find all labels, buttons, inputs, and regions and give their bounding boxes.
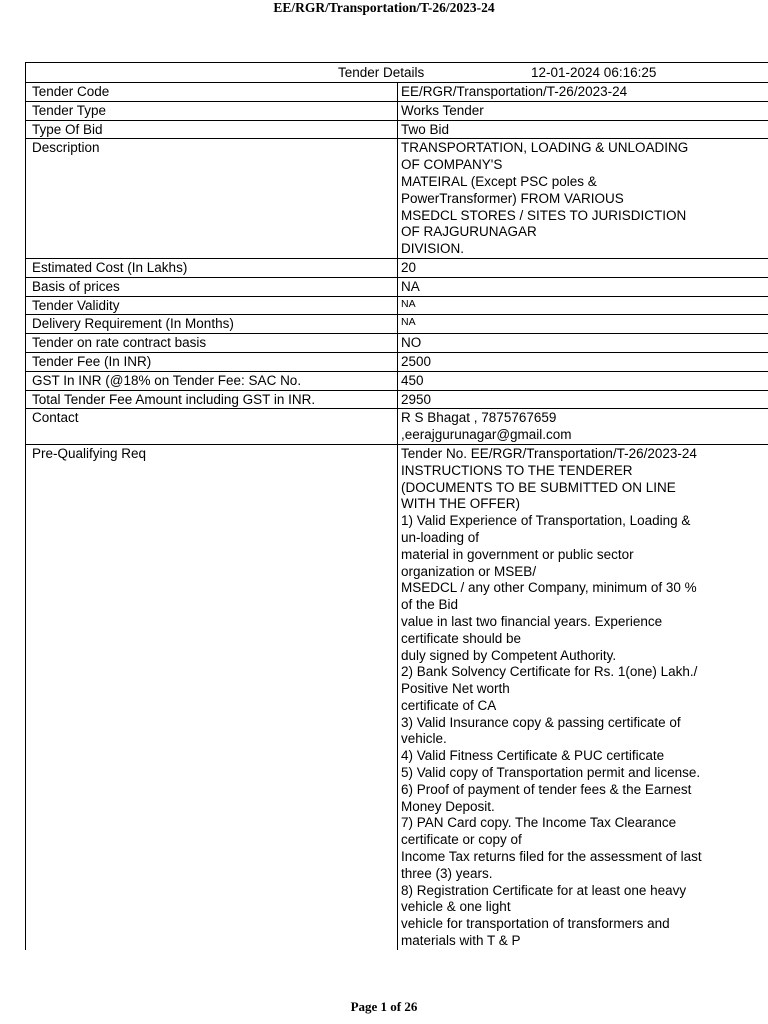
row-label: GST In INR (@18% on Tender Fee: SAC No. [26,371,398,390]
table-row-rate-contract [26,334,768,353]
row-label: Total Tender Fee Amount including GST in INR. [26,390,398,409]
table-row-tender-fee [26,352,768,371]
table-row-tender-type [26,101,768,120]
row-value: R S Bhagat , 7875767659 ,eerajgurunagar@gmail.com [398,409,768,445]
tender-details-table [25,62,768,950]
row-value: 2950 [398,390,768,409]
row-label: Tender on rate contract basis [26,334,398,353]
row-label: Tender Validity [26,296,398,315]
table-title: Tender Details [338,65,425,80]
row-value: 20 [398,258,768,277]
table-row-tender-validity [26,296,768,315]
table-header-cell [26,63,768,83]
row-value: 2500 [398,352,768,371]
row-label: Tender Fee (In INR) [26,352,398,371]
row-label: Description [26,139,398,259]
row-value: NA [398,296,768,315]
row-label: Pre-Qualifying Req [26,444,398,949]
table-row-basis-of-prices [26,277,768,296]
table-row-estimated-cost [26,258,768,277]
row-label: Type Of Bid [26,120,398,139]
table-row-pre-qualifying [26,444,768,949]
row-label: Delivery Requirement (In Months) [26,315,398,334]
row-label: Tender Type [26,101,398,120]
page-number: Page 1 of 26 [350,999,418,1014]
row-value: NA [398,277,768,296]
table-row-type-of-bid [26,120,768,139]
row-value: 450 [398,371,768,390]
table-header-row [26,63,768,83]
row-value: TRANSPORTATION, LOADING & UNLOADING OF COMPANY'S MATEIRAL (Except PSC poles & PowerTransformer) FROM VARIOUS MSEDCL STORES / SITES TO JURISDICTION OF RAJGURUNAGAR DIVISION. [398,139,768,259]
tender-details-table-wrapper [25,62,768,1000]
table-row-delivery-requirement [26,315,768,334]
row-value: EE/RGR/Transportation/T-26/2023-24 [398,83,768,102]
page-header: EE/RGR/Transportation/T-26/2023-24 [273,0,495,15]
table-row-total-fee [26,390,768,409]
table-row-description [26,139,768,259]
row-label: Tender Code [26,83,398,102]
table-row-contact [26,409,768,445]
row-label: Contact [26,409,398,445]
table-row-tender-code [26,83,768,102]
row-label: Basis of prices [26,277,398,296]
table-row-gst [26,371,768,390]
row-value: NO [398,334,768,353]
row-value: Works Tender [398,101,768,120]
generated-datetime: 12-01-2024 06:16:25 [531,65,657,80]
row-label: Estimated Cost (In Lakhs) [26,258,398,277]
row-value: Two Bid [398,120,768,139]
row-value: NA [398,315,768,334]
row-value: Tender No. EE/RGR/Transportation/T-26/2023-24 INSTRUCTIONS TO THE TENDERER (DOCUMENTS TO BE SUBMITTED ON LINE WITH THE OFFER) 1) Valid Experience of Transportation, Loading & un-loading of material in government or public sector organization or MSEB/ MSEDCL / any other Company, minimum of 30 % of the Bid value in last two financial years. Experience certificate should be duly signed by Competent Authority. 2) Bank Solvency Certificate for Rs. 1(one) Lakh./ Positive Net worth certificate of CA 3) Valid Insurance copy & passing certificate of vehicle. 4) Valid Fitness Certificate & PUC certificate 5) Valid copy of Transportation permit and license. 6) Proof of payment of tender fees & the Earnest Money Deposit. 7) PAN Card copy. The Income Tax Clearance certificate or copy of Income Tax returns filed for the assessment of last three (3) years. 8) Registration Certificate for at least one heavy vehicle & one light vehicle for transportation of transformers and materials with T & P [398,444,768,949]
